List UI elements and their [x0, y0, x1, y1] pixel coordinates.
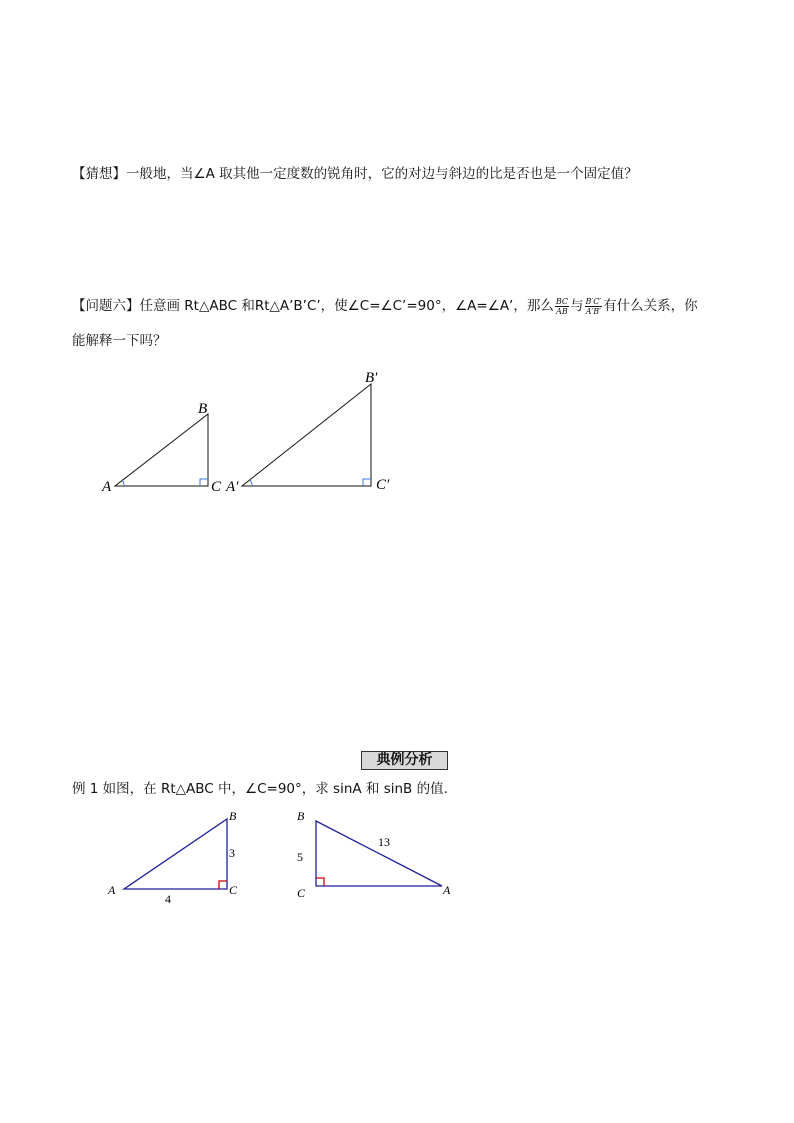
example-triangles-figure [100, 805, 470, 905]
right-angle-mark-left [219, 881, 227, 889]
question6-paragraph [72, 296, 698, 316]
fraction-numerator: BC [555, 296, 569, 306]
left-label-c: C [229, 883, 238, 897]
angle-arc-a2 [250, 480, 252, 486]
right-angle-mark-c [200, 479, 208, 486]
right-side-bc: 5 [297, 850, 303, 864]
question6-text-before: 任意画 Rt△ABC 和Rt△A’B’C’，使∠C=∠C’=90°，∠A=∠A’，那么 [139, 298, 554, 314]
fraction-bc-over-ab [555, 297, 569, 316]
left-side-ac: 4 [165, 892, 171, 905]
label-a-prime: A′ [226, 479, 239, 495]
fraction-denominator: AB [556, 306, 568, 316]
fraction-numerator: B′C′ [585, 296, 602, 306]
right-label-b: B [297, 809, 305, 823]
conjecture-tag: 【猜想】 [72, 166, 126, 182]
label-b-prime: B′ [365, 370, 378, 386]
fraction-b2c2-over-a2b2 [585, 297, 603, 316]
right-angle-mark-c2 [363, 479, 371, 486]
right-label-a: A [443, 883, 451, 897]
similar-triangles-figure [95, 360, 415, 505]
right-side-ab: 13 [378, 835, 390, 849]
conjecture-text: 一般地，当∠A 取其他一定度数的锐角时，它的对边与斜边的比是否也是一个固定值？ [126, 166, 638, 182]
left-label-b: B [229, 809, 237, 823]
left-side-bc: 3 [229, 846, 235, 860]
label-b: B [198, 401, 208, 417]
right-label-c: C [297, 886, 306, 900]
angle-arc-a [122, 480, 124, 486]
question6-text-after: 有什么关系，你 [603, 298, 698, 314]
question6-middle: 与 [570, 298, 584, 314]
question6-tag: 【问题六】 [72, 298, 140, 314]
conjecture-paragraph [72, 164, 638, 184]
triangle-abc [115, 414, 208, 486]
question6-line2: 能解释一下吗？ [72, 333, 167, 349]
label-c-prime: C′ [376, 477, 390, 493]
left-label-a: A [108, 883, 116, 897]
example-triangle-left [124, 819, 227, 889]
label-c: C [211, 479, 222, 495]
example-triangle-right [316, 821, 442, 886]
right-angle-mark-right [316, 878, 324, 886]
section-title-examples: 典例分析 [361, 751, 448, 770]
fraction-denominator: A′B′ [585, 306, 601, 316]
triangle-a2b2c2 [242, 384, 371, 486]
label-a: A [102, 479, 112, 495]
example1-text: 例 1 如图，在 Rt△ABC 中，∠C=90°，求 sinA 和 sinB 的值. [72, 781, 448, 797]
